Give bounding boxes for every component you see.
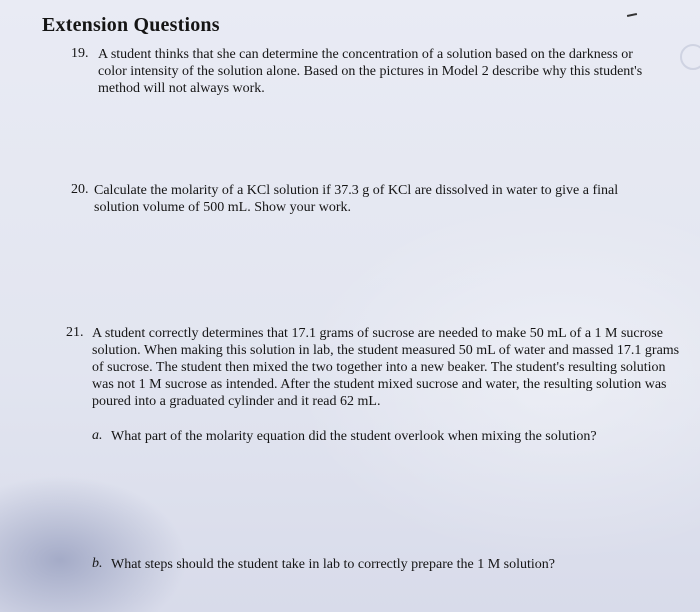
question-20-text: Calculate the molarity of a KCl solution if 37.3 g of KCl are dissolved in water to give a final solution volume of 500 mL. Show your work.: [94, 183, 619, 215]
question-19-number: 19.: [71, 46, 89, 61]
pen-mark: [627, 13, 637, 17]
binder-hole: [680, 44, 700, 70]
question-21-text: A student correctly determines that 17.1 grams of sucrose are needed to make 50 mL of a 1 M sucrose solution. When making this solution in lab, the student measured 50 mL of water and massed 17.1 grams of sucrose. The student then mixed the two together into a new beaker. The student's resulting solution was not 1 M sucrose as intended. After the student mixed sucrose and water, the resulting solution was poured into a graduated cylinder and it read 62 mL.: [92, 326, 680, 409]
question-20-number: 20.: [71, 182, 89, 197]
question-21-part-b-letter: b.: [92, 556, 103, 571]
question-21-number: 21.: [66, 325, 84, 340]
question-21-part-a-text: What part of the molarity equation did the student overlook when mixing the solution?: [111, 429, 597, 444]
question-19-text: A student thinks that she can determine the concentration of a solution based on the darkness or color intensity of the solution alone. Based on the pictures in Model 2 describe why this student's method will not always work.: [98, 47, 643, 96]
question-21-part-a-letter: a.: [92, 428, 103, 443]
section-heading: Extension Questions: [42, 14, 220, 36]
question-21-part-b-text: What steps should the student take in lab to correctly prepare the 1 M solution?: [111, 557, 555, 572]
